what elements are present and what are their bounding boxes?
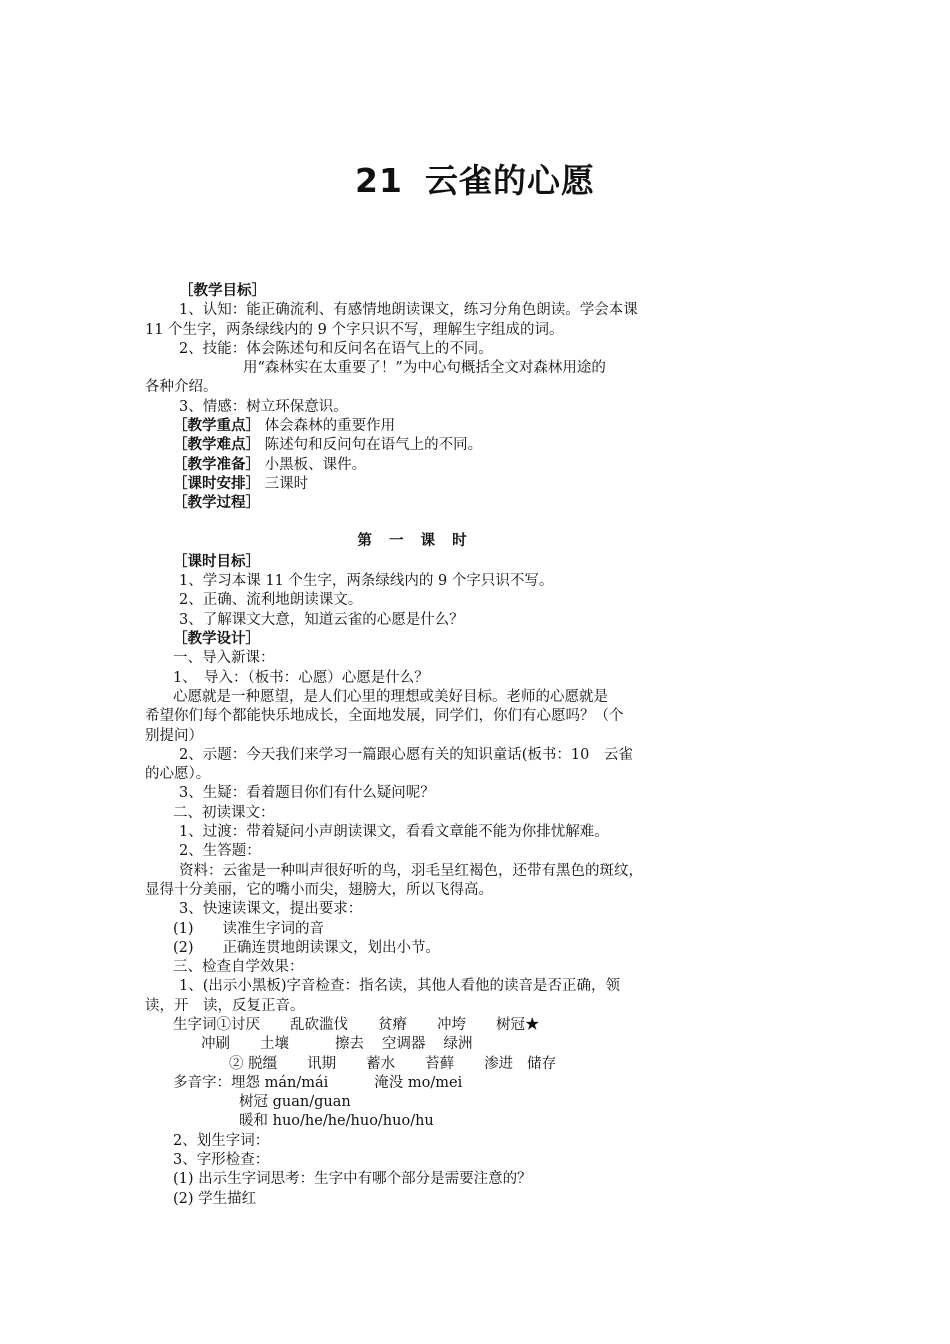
- meta-row-schedule: ［课时安排］ 三课时: [173, 475, 309, 492]
- goal-1-line-a: 1、认知：能正确流利、有感情地朗读课文，练习分角色朗读。学会本课: [179, 302, 638, 319]
- section-1-heading: 一、导入新课：: [173, 650, 275, 667]
- section-3-item-1-line-a: 1、(出示小黑板)字音检查：指名读，其他人看他的读音是否正确，领: [179, 978, 621, 995]
- section-1-item-2-line-b: 的心愿）。: [145, 766, 211, 783]
- section-2-para-line-b: 显得十分美丽，它的嘴小而尖，翅膀大，所以飞得高。: [145, 881, 493, 898]
- section-3-item-1-line-b: 读，开 读，反复正音。: [145, 997, 305, 1014]
- lesson-goal-2: 2、正确、流利地朗读课文。: [179, 592, 363, 609]
- section-2-sub-1: (1) 读准生字词的音: [173, 920, 325, 937]
- lesson-1-title: 第 一 课 时: [357, 532, 473, 549]
- section-2-heading: 二、初读课文：: [173, 804, 275, 821]
- page-title: [0, 155, 950, 202]
- section-3-sub-2: (2) 学生描红: [173, 1190, 257, 1207]
- section-3-heading: 三、检查自学效果：: [173, 959, 304, 976]
- meta-row-difficulty: ［教学难点］ 陈述句和反问句在语气上的不同。: [173, 437, 483, 454]
- section-2-item-1: 1、过渡：带着疑问小声朗读课文，看看文章能不能为你排忧解难。: [179, 824, 609, 841]
- section-1-item-2-line-a: 2、示题：今天我们来学习一篇跟心愿有关的知识童话(板书：10 云雀: [179, 746, 633, 763]
- polyphone-row-1: 多音字：埋怨 mán/mái 淹没 mo/mei: [173, 1074, 463, 1091]
- section-3-item-2: 2、划生字词：: [173, 1132, 270, 1149]
- lesson-number: 21: [355, 161, 403, 200]
- section-2-sub-2: (2) 正确连贯地朗读课文，划出小节。: [173, 939, 441, 956]
- section-2-item-3: 3、快速读课文，提出要求：: [179, 901, 363, 918]
- section-1-para-line-c: 别提问）: [145, 727, 203, 744]
- meta-row-focus: ［教学重点］ 体会森林的重要作用: [173, 418, 396, 435]
- meta-row-process: ［教学过程］: [173, 495, 260, 512]
- design-header: ［教学设计］: [173, 631, 260, 648]
- section-1-item-3: 3、生疑：看着题目你们有什么疑问呢？: [179, 785, 435, 802]
- section-3-item-3: 3、字形检查：: [173, 1152, 270, 1169]
- goals-header: ［教学目标］: [179, 283, 266, 299]
- lesson-title: 云雀的心愿: [424, 161, 595, 200]
- word-list-row-2: 冲刷 土壤 擦去 空调器 绿洲: [201, 1036, 473, 1053]
- goal-2-line-a: 2、技能：体会陈述句和反问名在语气上的不同。: [179, 340, 493, 357]
- goal-2-line-c: 各种介绍。: [145, 379, 218, 396]
- polyphone-row-2: 树冠 guan/guan: [239, 1094, 351, 1111]
- goal-3: 3、情感：树立环保意识。: [179, 398, 348, 415]
- lesson-goal-1: 1、学习本课 11 个生字，两条绿线内的 9 个字只识不写。: [179, 573, 554, 590]
- lesson-goals-header: ［课时目标］: [173, 553, 260, 570]
- section-1-para-line-b: 希望你们每个都能快乐地成长，全面地发展，同学们，你们有心愿吗？（个: [145, 708, 624, 725]
- goal-1-line-b: 11 个生字，两条绿线内的 9 个字只识不写，理解生字组成的词。: [145, 321, 564, 338]
- lesson-goal-3: 3、了解课文大意，知道云雀的心愿是什么？: [179, 611, 464, 628]
- section-3-sub-1: (1) 出示生字词思考：生字中有哪个部分是需要注意的？: [173, 1171, 532, 1188]
- word-list-row-3: ② 脱缰 讯期 蓄水 苔藓 渗进 储存: [229, 1055, 557, 1072]
- section-1-item-1: 1、 导入：（板书：心愿）心愿是什么？: [173, 669, 429, 686]
- section-2-item-2: 2、生答题：: [179, 843, 261, 860]
- meta-row-preparation: ［教学准备］ 小黑板、课件。: [173, 456, 367, 473]
- polyphone-row-3: 暖和 huo/he/he/huo/huo/hu: [239, 1113, 434, 1130]
- section-1-para-line-a: 心愿就是一种愿望，是人们心里的理想或美好目标。老师的心愿就是: [173, 688, 608, 705]
- document-body: [145, 282, 685, 1209]
- word-list-row-1: 生字词①讨厌 乱砍滥伐 贫瘠 冲垮 树冠★: [173, 1016, 540, 1033]
- section-2-para-line-a: 资料：云雀是一种叫声很好听的鸟，羽毛呈红褐色，还带有黑色的斑纹，: [179, 862, 643, 879]
- goal-2-line-b: 用“森林实在太重要了！”为中心句概括全文对森林用途的: [243, 360, 606, 377]
